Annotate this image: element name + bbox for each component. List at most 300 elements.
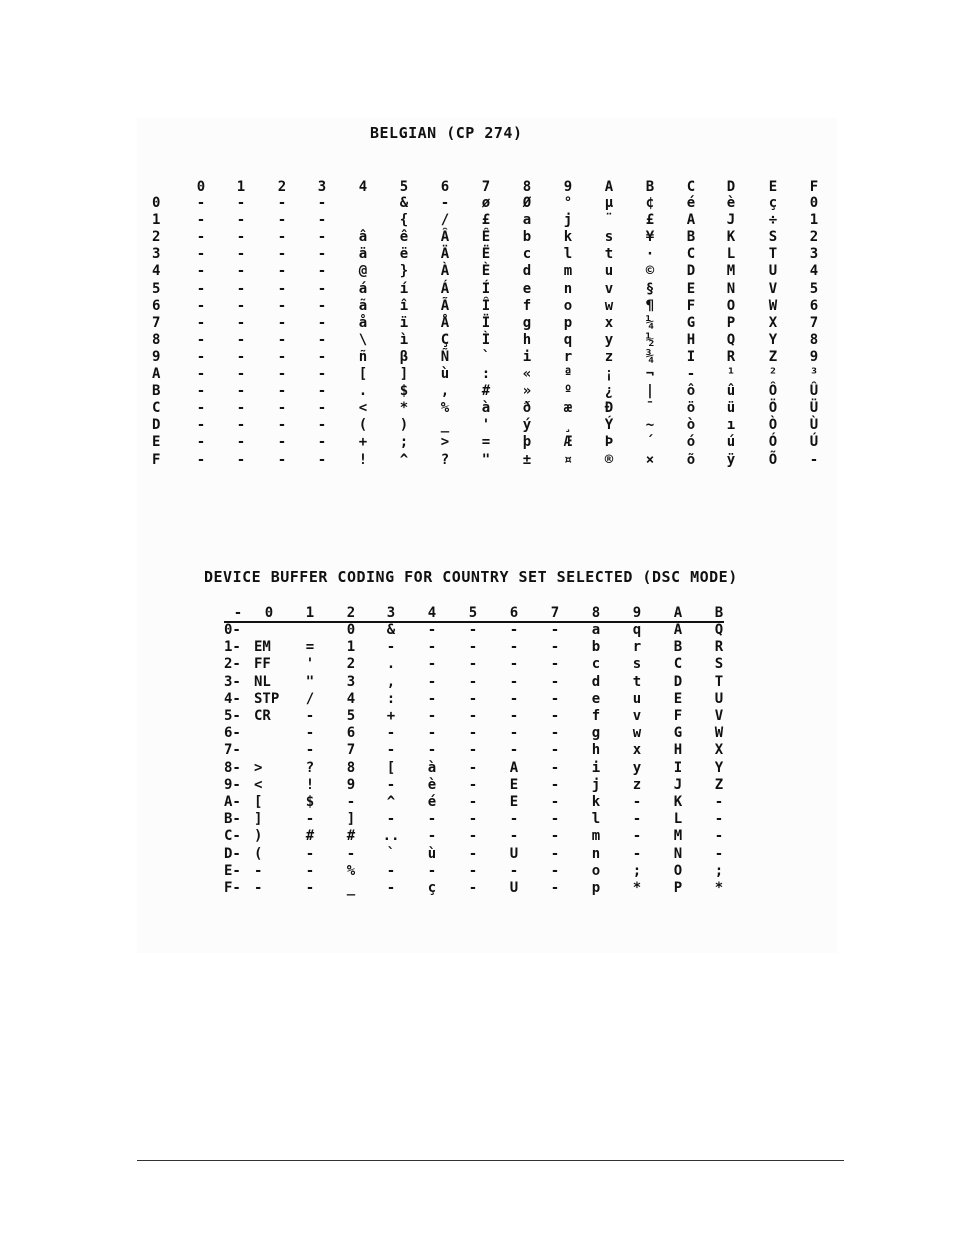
dsc-cell: - xyxy=(386,811,396,828)
dsc-cell: - xyxy=(305,862,315,879)
belgian-cell: - xyxy=(317,314,327,331)
belgian-cell: P xyxy=(726,314,736,331)
belgian-row-header: 9 xyxy=(152,348,161,365)
dsc-cell: - xyxy=(509,690,519,707)
belgian-cell: - xyxy=(317,417,327,434)
belgian-row-header: B xyxy=(152,383,161,400)
dsc-col-header: 2 xyxy=(346,605,356,621)
belgian-cell: º xyxy=(563,383,573,400)
dsc-cell: - xyxy=(714,845,724,862)
dsc-cell: - xyxy=(427,811,437,828)
belgian-cell: ä xyxy=(358,246,368,263)
dsc-cell: è xyxy=(427,776,437,793)
dsc-col-header: 7 xyxy=(550,605,560,621)
belgian-cell: - xyxy=(277,417,287,434)
belgian-cell: - xyxy=(317,366,327,382)
belgian-cell: 2 xyxy=(809,229,819,246)
dsc-cell: EM xyxy=(254,639,271,656)
belgian-cell: - xyxy=(277,383,287,400)
belgian-cell: Ï xyxy=(481,314,491,331)
dsc-cell: R xyxy=(714,639,724,656)
belgian-cell: ¨ xyxy=(604,212,614,229)
dsc-cell: < xyxy=(254,776,263,793)
dsc-cell: U xyxy=(714,690,724,707)
belgian-cell: t xyxy=(604,246,614,263)
dsc-cell: - xyxy=(427,673,437,690)
belgian-cell: - xyxy=(196,400,206,417)
dsc-cell: - xyxy=(509,862,519,879)
belgian-cell: R xyxy=(726,348,736,365)
dsc-cell: E xyxy=(509,776,519,793)
dsc-table-title: DEVICE BUFFER CODING FOR COUNTRY SET SELECTED (DSC MODE) xyxy=(204,568,738,586)
belgian-cell: À xyxy=(440,263,450,280)
dsc-cell: ; xyxy=(714,862,724,879)
belgian-cell: E xyxy=(686,280,696,297)
dsc-cell: - xyxy=(427,725,437,742)
belgian-cell: - xyxy=(196,314,206,331)
dsc-cell: - xyxy=(386,742,396,759)
dsc-cell: 7 xyxy=(346,742,356,759)
belgian-cell: - xyxy=(236,434,246,451)
belgian-col-header: E xyxy=(768,179,778,195)
belgian-cell: 0 xyxy=(809,195,819,211)
belgian-cell: w xyxy=(604,297,614,314)
belgian-cell: ¤ xyxy=(563,451,573,468)
belgian-col-header: 8 xyxy=(522,179,532,195)
dsc-cell: A xyxy=(673,622,683,638)
belgian-cell: - xyxy=(317,297,327,314)
dsc-cell: - xyxy=(427,828,437,845)
belgian-cell: ı xyxy=(726,417,736,434)
belgian-col-header: 0 xyxy=(196,179,206,195)
belgian-cell: Ù xyxy=(809,417,819,434)
dsc-cell: e xyxy=(591,690,601,707)
dsc-col-header: 1 xyxy=(305,605,315,621)
belgian-cell: Ý xyxy=(604,417,614,434)
belgian-cell: C xyxy=(686,246,696,263)
dsc-cell: - xyxy=(386,639,396,656)
dsc-cell: - xyxy=(468,811,478,828)
dsc-row-header: 0- xyxy=(224,622,241,638)
belgian-cell: ö xyxy=(686,400,696,417)
belgian-cell: 3 xyxy=(809,246,819,263)
belgian-cell: ì xyxy=(399,331,409,348)
belgian-cell: - xyxy=(277,229,287,246)
belgian-cell: , xyxy=(440,383,450,400)
belgian-cell: ç xyxy=(768,195,778,211)
dsc-cell: ] xyxy=(254,811,263,828)
dsc-row-header: E- xyxy=(224,862,241,879)
dsc-col-header: B xyxy=(714,605,724,621)
dsc-cell: - xyxy=(468,828,478,845)
dsc-cell: + xyxy=(386,708,396,724)
dsc-cell: [ xyxy=(386,759,396,776)
belgian-cell: - xyxy=(277,297,287,314)
belgian-row-header: 5 xyxy=(152,280,161,297)
dsc-cell: - xyxy=(468,880,478,896)
belgian-cell: ø xyxy=(481,195,491,211)
belgian-cell: â xyxy=(358,229,368,246)
belgian-cell: ü xyxy=(726,400,736,417)
dsc-cell: i xyxy=(591,759,601,776)
belgian-cell: Ó xyxy=(768,434,778,451)
belgian-cell: X xyxy=(768,314,778,331)
dsc-cell: - xyxy=(550,708,560,724)
dsc-cell: FF xyxy=(254,656,271,673)
dsc-cell: O xyxy=(673,862,683,879)
dsc-cell: - xyxy=(468,794,478,810)
belgian-cell: æ xyxy=(563,400,573,417)
belgian-cell: Æ xyxy=(563,434,573,451)
dsc-cell: L xyxy=(673,811,683,828)
dsc-cell: - xyxy=(468,690,478,707)
belgian-cell: à xyxy=(481,400,491,417)
belgian-cell: ± xyxy=(522,451,532,468)
belgian-cell: H xyxy=(686,331,696,348)
belgian-cell: d xyxy=(522,263,532,280)
dsc-cell: V xyxy=(714,708,724,724)
dsc-cell: b xyxy=(591,639,601,656)
dsc-cell: - xyxy=(427,656,437,673)
dsc-cell: - xyxy=(468,862,478,879)
belgian-cell: ¬ xyxy=(645,366,655,382)
dsc-col-header: - xyxy=(233,605,243,621)
dsc-cell: $ xyxy=(305,794,315,810)
belgian-cell: β xyxy=(399,348,409,365)
belgian-cell: - xyxy=(277,366,287,382)
dsc-row-header: 8- xyxy=(224,759,241,776)
dsc-cell: P xyxy=(673,880,683,896)
belgian-row-header: 7 xyxy=(152,314,161,331)
belgian-cell: é xyxy=(686,195,696,211)
dsc-row-header: F- xyxy=(224,880,241,896)
dsc-cell: 9 xyxy=(346,776,356,793)
belgian-row-header: 4 xyxy=(152,263,161,280)
belgian-col-header: 2 xyxy=(277,179,287,195)
belgian-col-header: 6 xyxy=(440,179,450,195)
belgian-cell: - xyxy=(196,451,206,468)
dsc-cell: - xyxy=(346,845,356,862)
belgian-col-header: F xyxy=(809,179,819,195)
belgian-cell: § xyxy=(645,280,655,297)
belgian-cell: K xyxy=(726,229,736,246)
belgian-cell: & xyxy=(399,195,409,211)
belgian-cell: - xyxy=(236,383,246,400)
dsc-cell: - xyxy=(509,622,519,638)
belgian-cell: ó xyxy=(686,434,696,451)
dsc-cell: G xyxy=(673,725,683,742)
belgian-cell: Í xyxy=(481,280,491,297)
belgian-row-header: 2 xyxy=(152,229,161,246)
belgian-cell: ² xyxy=(768,366,778,382)
belgian-cell: ¢ xyxy=(645,195,655,211)
belgian-cell: Ä xyxy=(440,246,450,263)
dsc-cell: é xyxy=(427,794,437,810)
belgian-cell: - xyxy=(236,297,246,314)
belgian-cell: » xyxy=(522,383,532,400)
belgian-cell: £ xyxy=(645,212,655,229)
belgian-cell: D xyxy=(686,263,696,280)
belgian-cell: - xyxy=(277,348,287,365)
belgian-row-header: A xyxy=(152,366,161,382)
belgian-cell: ò xyxy=(686,417,696,434)
dsc-cell: - xyxy=(305,880,315,896)
dsc-col-header: 6 xyxy=(509,605,519,621)
belgian-cell: ð xyxy=(522,400,532,417)
dsc-cell: - xyxy=(550,794,560,810)
belgian-table-title: BELGIAN (CP 274) xyxy=(370,124,523,142)
dsc-cell: - xyxy=(427,690,437,707)
belgian-cell: ¹ xyxy=(726,366,736,382)
dsc-cell: - xyxy=(346,794,356,810)
belgian-cell: Þ xyxy=(604,434,614,451)
dsc-row-header: D- xyxy=(224,845,241,862)
dsc-cell: w xyxy=(632,725,642,742)
belgian-cell: - xyxy=(236,246,246,263)
dsc-cell: U xyxy=(509,845,519,862)
dsc-cell: ! xyxy=(305,776,315,793)
dsc-cell: - xyxy=(386,880,396,896)
dsc-cell: ? xyxy=(305,759,315,776)
belgian-cell: z xyxy=(604,348,614,365)
dsc-col-header: 3 xyxy=(386,605,396,621)
belgian-col-header: 5 xyxy=(399,179,409,195)
belgian-cell: + xyxy=(358,434,368,451)
dsc-cell: ( xyxy=(254,845,263,862)
belgian-cell: u xyxy=(604,263,614,280)
dsc-row-header: 6- xyxy=(224,725,241,742)
belgian-cell: - xyxy=(196,195,206,211)
belgian-cell: - xyxy=(196,297,206,314)
belgian-cell: s xyxy=(604,229,614,246)
belgian-cell: Û xyxy=(809,383,819,400)
belgian-cell: - xyxy=(236,263,246,280)
dsc-row-header: 2- xyxy=(224,656,241,673)
belgian-col-header: C xyxy=(686,179,696,195)
belgian-cell: - xyxy=(317,263,327,280)
dsc-cell: C xyxy=(673,656,683,673)
dsc-cell: ^ xyxy=(386,794,396,810)
belgian-cell: : xyxy=(481,366,491,382)
belgian-cell: È xyxy=(481,263,491,280)
belgian-cell: | xyxy=(645,383,655,400)
dsc-row-header: 9- xyxy=(224,776,241,793)
dsc-cell: - xyxy=(632,811,642,828)
dsc-cell: - xyxy=(550,759,560,776)
belgian-cell: ³ xyxy=(809,366,819,382)
belgian-cell: " xyxy=(481,451,491,468)
dsc-cell: ] xyxy=(346,811,356,828)
belgian-cell: Ö xyxy=(768,400,778,417)
belgian-cell: ë xyxy=(399,246,409,263)
belgian-cell: ¥ xyxy=(645,229,655,246)
dsc-cell: % xyxy=(346,862,356,879)
belgian-cell: Ð xyxy=(604,400,614,417)
belgian-cell: - xyxy=(236,366,246,382)
belgian-cell: O xyxy=(726,297,736,314)
dsc-cell: h xyxy=(591,742,601,759)
dsc-cell: A xyxy=(509,759,519,776)
belgian-cell: ; xyxy=(399,434,409,451)
belgian-cell: å xyxy=(358,314,368,331)
dsc-cell: H xyxy=(673,742,683,759)
dsc-cell: T xyxy=(714,673,724,690)
dsc-cell: - xyxy=(468,725,478,742)
dsc-cell: - xyxy=(550,880,560,896)
belgian-cell: - xyxy=(317,212,327,229)
belgian-col-header: D xyxy=(726,179,736,195)
belgian-cell: - xyxy=(277,434,287,451)
footer-rule xyxy=(137,1160,844,1161)
belgian-cell: } xyxy=(399,263,409,280)
belgian-cell: - xyxy=(277,314,287,331)
belgian-cell: - xyxy=(236,280,246,297)
belgian-row-header: F xyxy=(152,451,161,468)
belgian-cell: 4 xyxy=(809,263,819,280)
belgian-cell: - xyxy=(196,229,206,246)
belgian-cell: e xyxy=(522,280,532,297)
dsc-cell: - xyxy=(550,742,560,759)
belgian-cell: ¶ xyxy=(645,297,655,314)
dsc-cell: - xyxy=(254,862,263,879)
belgian-cell: Ê xyxy=(481,229,491,246)
dsc-row-header: 7- xyxy=(224,742,241,759)
belgian-cell: Ã xyxy=(440,297,450,314)
belgian-cell: è xyxy=(726,195,736,211)
dsc-cell: - xyxy=(254,880,263,896)
dsc-cell: - xyxy=(468,622,478,638)
belgian-cell: _ xyxy=(440,417,450,434)
belgian-cell: f xyxy=(522,297,532,314)
belgian-cell: Ì xyxy=(481,331,491,348)
belgian-cell: - xyxy=(277,212,287,229)
belgian-cell: Z xyxy=(768,348,778,365)
belgian-cell: ' xyxy=(481,417,491,434)
dsc-cell: - xyxy=(427,862,437,879)
belgian-cell: ¾ xyxy=(645,348,655,365)
dsc-row-header: 1- xyxy=(224,639,241,656)
belgian-cell: * xyxy=(399,400,409,417)
belgian-cell: ê xyxy=(399,229,409,246)
belgian-cell: - xyxy=(277,246,287,263)
dsc-cell: c xyxy=(591,656,601,673)
belgian-col-header: 7 xyxy=(481,179,491,195)
dsc-cell: U xyxy=(509,880,519,896)
belgian-cell: B xyxy=(686,229,696,246)
belgian-cell: á xyxy=(358,280,368,297)
belgian-cell: Õ xyxy=(768,451,778,468)
belgian-cell: £ xyxy=(481,212,491,229)
belgian-cell: Á xyxy=(440,280,450,297)
dsc-cell: 8 xyxy=(346,759,356,776)
dsc-cell: M xyxy=(673,828,683,845)
dsc-cell: x xyxy=(632,742,642,759)
dsc-cell: - xyxy=(468,673,478,690)
belgian-cell: ù xyxy=(440,366,450,382)
belgian-cell: # xyxy=(481,383,491,400)
belgian-col-header: 3 xyxy=(317,179,327,195)
dsc-cell: a xyxy=(591,622,601,638)
belgian-cell: ( xyxy=(358,417,368,434)
belgian-cell: % xyxy=(440,400,450,417)
belgian-cell: - xyxy=(236,400,246,417)
dsc-cell: - xyxy=(550,639,560,656)
dsc-cell: g xyxy=(591,725,601,742)
dsc-cell: 5 xyxy=(346,708,356,724)
belgian-cell: 7 xyxy=(809,314,819,331)
belgian-cell: h xyxy=(522,331,532,348)
belgian-cell: ` xyxy=(481,348,491,365)
belgian-cell: ] xyxy=(399,366,409,382)
belgian-row-header: 8 xyxy=(152,331,161,348)
belgian-cell: - xyxy=(196,263,206,280)
belgian-cell: A xyxy=(686,212,696,229)
belgian-cell: ? xyxy=(440,451,450,468)
dsc-cell: B xyxy=(673,639,683,656)
dsc-cell: - xyxy=(386,862,396,879)
dsc-cell: n xyxy=(591,845,601,862)
dsc-cell: # xyxy=(305,828,315,845)
belgian-cell: - xyxy=(236,348,246,365)
belgian-cell: - xyxy=(317,348,327,365)
belgian-cell: - xyxy=(236,314,246,331)
dsc-cell: - xyxy=(509,673,519,690)
dsc-cell: j xyxy=(591,776,601,793)
dsc-cell: - xyxy=(509,708,519,724)
dsc-cell: - xyxy=(550,828,560,845)
dsc-cell: - xyxy=(468,759,478,776)
belgian-cell: i xyxy=(522,348,532,365)
dsc-cell: - xyxy=(305,845,315,862)
belgian-cell: 1 xyxy=(809,212,819,229)
dsc-cell: Q xyxy=(714,622,724,638)
dsc-row-header: 4- xyxy=(224,690,241,707)
dsc-cell: - xyxy=(632,828,642,845)
belgian-cell: - xyxy=(317,383,327,400)
belgian-row-header: E xyxy=(152,434,161,451)
dsc-row-header: 5- xyxy=(224,708,241,724)
dsc-cell: - xyxy=(305,708,315,724)
belgian-cell: - xyxy=(277,451,287,468)
belgian-cell: p xyxy=(563,314,573,331)
dsc-cell: X xyxy=(714,742,724,759)
dsc-cell: - xyxy=(550,845,560,862)
belgian-cell: - xyxy=(236,229,246,246)
belgian-cell: M xyxy=(726,263,736,280)
belgian-cell: b xyxy=(522,229,532,246)
dsc-cell: ` xyxy=(386,845,396,862)
belgian-cell: - xyxy=(236,417,246,434)
belgian-cell: - xyxy=(317,434,327,451)
belgian-cell: « xyxy=(522,366,532,382)
belgian-cell: o xyxy=(563,297,573,314)
belgian-cell: < xyxy=(358,400,368,417)
dsc-row-header: B- xyxy=(224,811,241,828)
dsc-cell: - xyxy=(714,794,724,810)
belgian-cell: l xyxy=(563,246,573,263)
belgian-cell: c xyxy=(522,246,532,263)
belgian-cell: S xyxy=(768,229,778,246)
belgian-cell: - xyxy=(196,280,206,297)
belgian-cell: $ xyxy=(399,383,409,400)
belgian-cell: µ xyxy=(604,195,614,211)
dsc-cell: F xyxy=(673,708,683,724)
belgian-cell: Ç xyxy=(440,331,450,348)
belgian-cell: ! xyxy=(358,451,368,468)
belgian-row-header: 1 xyxy=(152,212,161,229)
dsc-cell: - xyxy=(632,794,642,810)
belgian-cell: Ñ xyxy=(440,348,450,365)
